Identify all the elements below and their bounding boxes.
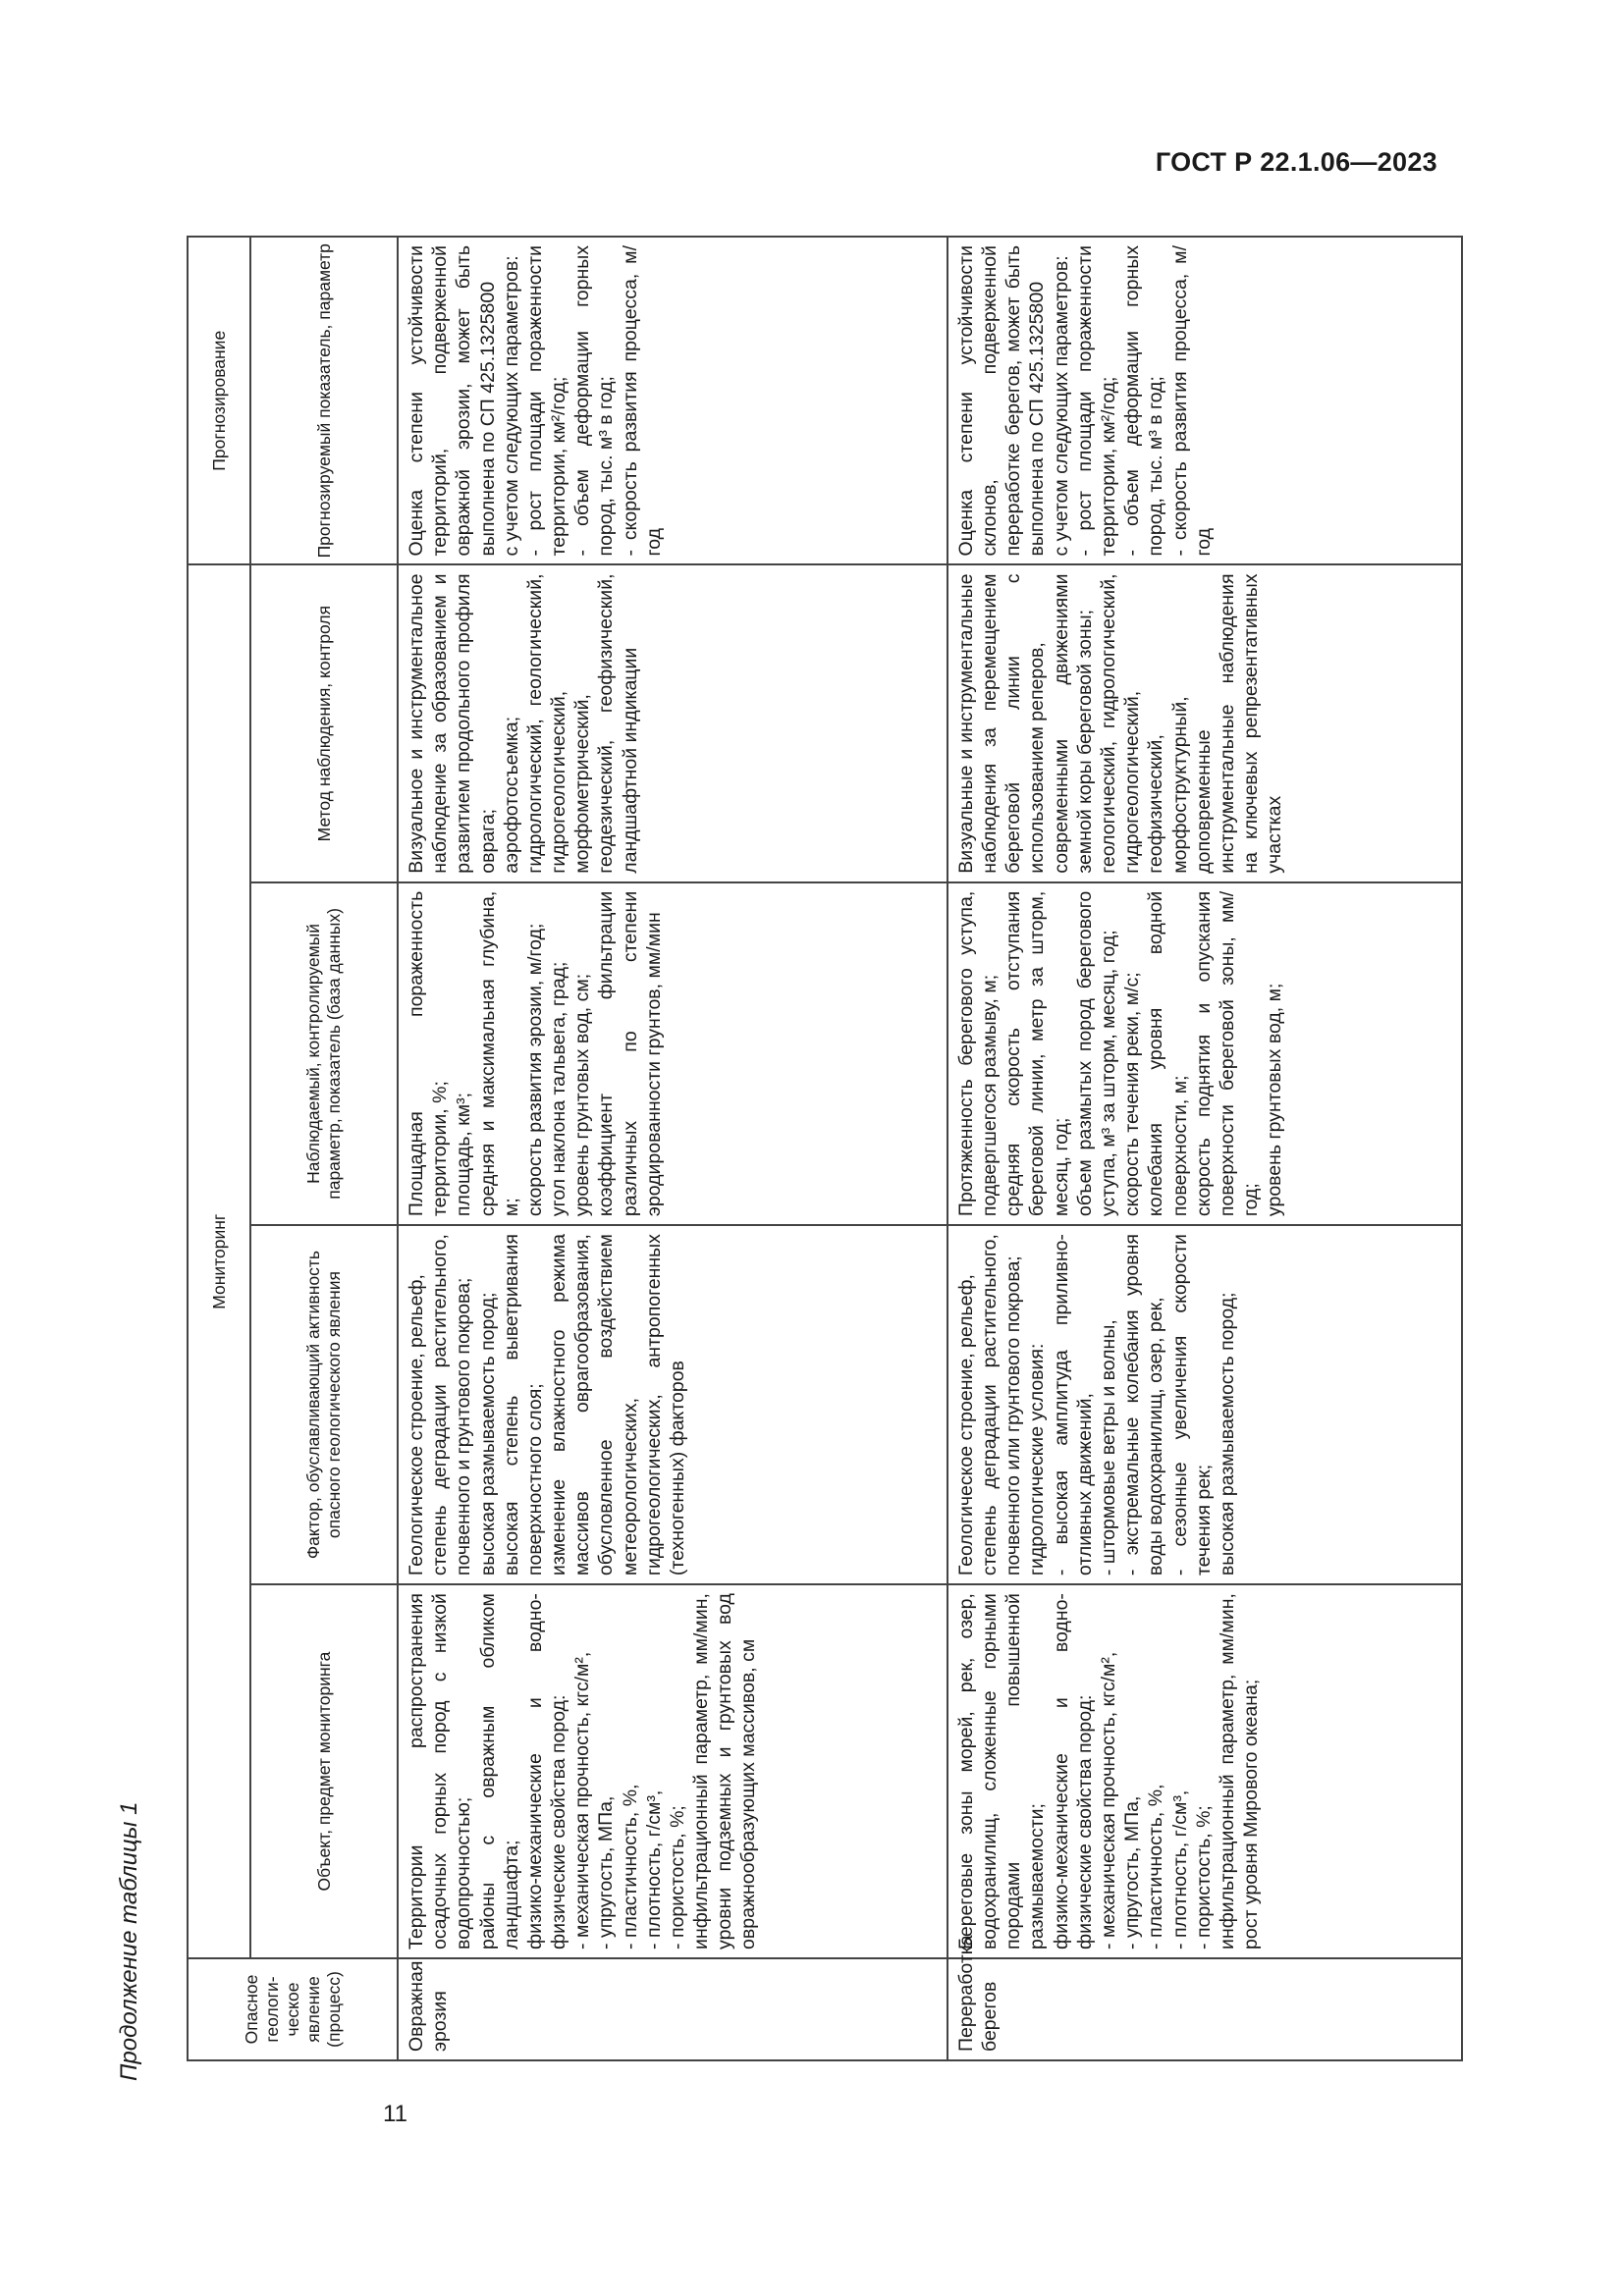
cell-line: районы с овражным обликом ландшафта; [476,1593,522,1949]
cell-line: - механическая прочность, кгс/м², [1098,1651,1119,1949]
cell-object [947,1584,1462,1958]
cell-line: инфильтрационный параметр, мм/мин, рост уровня Мирового океана; [1216,1593,1263,1949]
cell-object [398,1584,947,1958]
cell-line: современными движениями земной коры береговой зоны; [1050,573,1096,874]
cell-line: средняя и максимальная глубина, м; [476,890,522,1217]
cell-line: высокая размываемость пород; [1216,1292,1238,1576]
cell-line: угол наклона тальвега, град; [548,961,570,1217]
cell-line: коэффициент фильтрации различных по степени эродированности грунтов, мм/мин [595,890,665,1217]
table-caption: Продолжение таблицы 1 [116,1801,142,2081]
cell-line: - упругость, МПа, [1121,1795,1144,1949]
cell-line: - пористость, %; [666,1805,688,1949]
cell-line: - скорость развития процесса, м/год [619,245,665,557]
cell-line: - высокая амплитуда приливно-отливных движений, [1050,1234,1096,1576]
header-forecast: Прогнозируемый показатель, параметр [250,237,398,564]
cell-line: гидрологические условия: [1026,1343,1049,1576]
cell-line: изменение влажностного режима массивов оврагообразования, обусловленное воздействием метеорологических, гидрогеологических, антропогенных (техногенных) факторов [548,1234,688,1576]
cell-line: Береговые зоны морей, рек, озер, водохранилищ, сложенные горными породами повышенной размываемости; [954,1593,1049,1949]
cell-line: средняя скорость отступания береговой линии, метр за шторм, месяц, год; [1002,890,1072,1217]
cell-line: гидрологический, геологический, гидрогеологический, морфометрический, геодезический, геофизический, ландшафтной индикации [523,573,641,874]
cell-line: - плотность, г/см³, [1168,1789,1191,1949]
cell-line: аэрофотосъемка; [500,716,522,874]
header-parameter: Наблюдаемый, контролируемый параметр, показатель (база данных) [250,882,398,1225]
cell-line: уровень грунтовых вод, м; [1264,983,1286,1217]
cell-line: скорость течения реки, м/с; [1121,972,1144,1217]
cell-line: Протяженность берегового уступа, подвергшегося размыву, м; [954,890,1001,1217]
cell-line: Территории распространения осадочных горных пород с низкой водопрочностью; [406,1593,475,1949]
cell-line: геологический, гидрологический, гидрогеологический, геофизический, морфоструктурный, доповременные инструментальные наблюдения на ключевых репрезентативных участках [1098,573,1286,874]
cell-hazard: Переработка берегов [947,1958,1462,2060]
cell-line: степень деградации растительного, почвенного и грунтового покрова; [429,1234,475,1576]
cell-hazard: Овражная эрозия [398,1958,947,2060]
header-hazard: Опасное геологи-ческое явление (процесс) [188,1958,398,2060]
cell-method [947,564,1462,881]
cell-line: площадь, км³; [453,1092,475,1217]
cell-line: Площадная пораженность территории, %; [406,890,452,1217]
cell-line: высокая размываемость пород; [476,1292,499,1576]
cell-line: - механическая прочность, кгс/м², [571,1651,594,1949]
cell-line: - пористость, %; [1192,1805,1215,1949]
page-number: 11 [383,2101,407,2127]
document-header: ГОСТ Р 22.1.06—2023 [1155,147,1437,177]
cell-factor [947,1225,1462,1584]
cell-forecast [398,237,947,564]
cell-line: физико-механические и водно-физические свойства пород: [523,1593,570,1949]
cell-line: Оценка степени устойчивости территорий, подверженной овражной эрозии, может быть выполнена по СП 425.1325800 [406,245,499,557]
cell-line: - пластичность, %, [619,1784,641,1949]
cell-parameter [947,882,1462,1225]
cell-line: Оценка степени устойчивости склонов, подверженной переработке берегов, может быть выполнена по СП 425.1325800 [954,245,1049,557]
table-row [398,237,947,2060]
cell-line: с учетом следующих параметров: [500,255,522,557]
cell-line: - пластичность, %, [1145,1784,1167,1949]
rotated-table-container [187,236,1463,2061]
cell-method [398,564,947,881]
cell-line: физико-механические и водно-физические свойства пород: [1050,1593,1096,1949]
cell-line: - объем деформации горных пород, тыс. м³ в год; [1121,245,1167,557]
cell-line: Визуальные и инструментальные наблюдения за перемещением береговой линии с использованием реперов, [954,573,1049,874]
cell-line: колебания уровня водной поверхности, м; [1145,890,1191,1217]
cell-line: - плотность, г/см³, [642,1789,665,1949]
hazard-monitoring-table [187,236,1463,2061]
cell-line: - сезонные увеличения скорости течения рек; [1168,1234,1215,1576]
cell-line: с учетом следующих параметров: [1050,255,1072,557]
cell-factor [398,1225,947,1584]
cell-parameter [398,882,947,1225]
header-forecasting-group: Прогнозирование [188,237,250,564]
header-factor: Фактор, обуславливающий активность опасного геологического явления [250,1225,398,1584]
cell-line: - скорость развития процесса, м/год [1168,245,1215,557]
cell-line: объем размытых пород берегового уступа, м³ за шторм, месяц, год; [1073,890,1119,1217]
cell-line: скорость развития эрозии, м/год; [523,923,546,1217]
header-method: Метод наблюдения, контроля [250,564,398,881]
cell-line: Геологическое строение, рельеф, [406,1274,427,1576]
header-object: Объект, предмет мониторинга [250,1584,398,1958]
cell-line: - объем деформации горных пород, тыс. м³ в год; [571,245,618,557]
cell-line: уровень грунтовых вод, см; [571,973,594,1217]
cell-line: степень деградации растительного, почвенного или грунтового покрова; [979,1234,1025,1576]
cell-line: инфильтрационный параметр, мм/мин, уровни подземных и грунтовых вод овражнообразующих массивов, см [690,1593,760,1949]
cell-line: скорость поднятия и опускания поверхности береговой зоны, мм/год; [1192,890,1263,1217]
cell-line: Визуальное и инструментальное наблюдение за образованием и развитием продольного профиля оврага; [406,573,499,874]
header-monitoring-group: Мониторинг [188,564,250,1957]
cell-line: Геологическое строение, рельеф, [954,1274,977,1576]
cell-line: - упругость, МПа, [595,1795,618,1949]
table-row [947,237,1462,2060]
cell-line: - экстремальные колебания уровня воды водохранилищ, озер, рек, [1121,1234,1167,1576]
cell-line: - штормовые ветры и волны, [1098,1319,1119,1576]
cell-line: - рост площади пораженности территории, км²/год; [1073,245,1119,557]
cell-line: высокая степень выветривания поверхностного слоя; [500,1234,546,1576]
cell-forecast [947,237,1462,564]
cell-line: - рост площади пораженности территории, км²/год; [523,245,570,557]
